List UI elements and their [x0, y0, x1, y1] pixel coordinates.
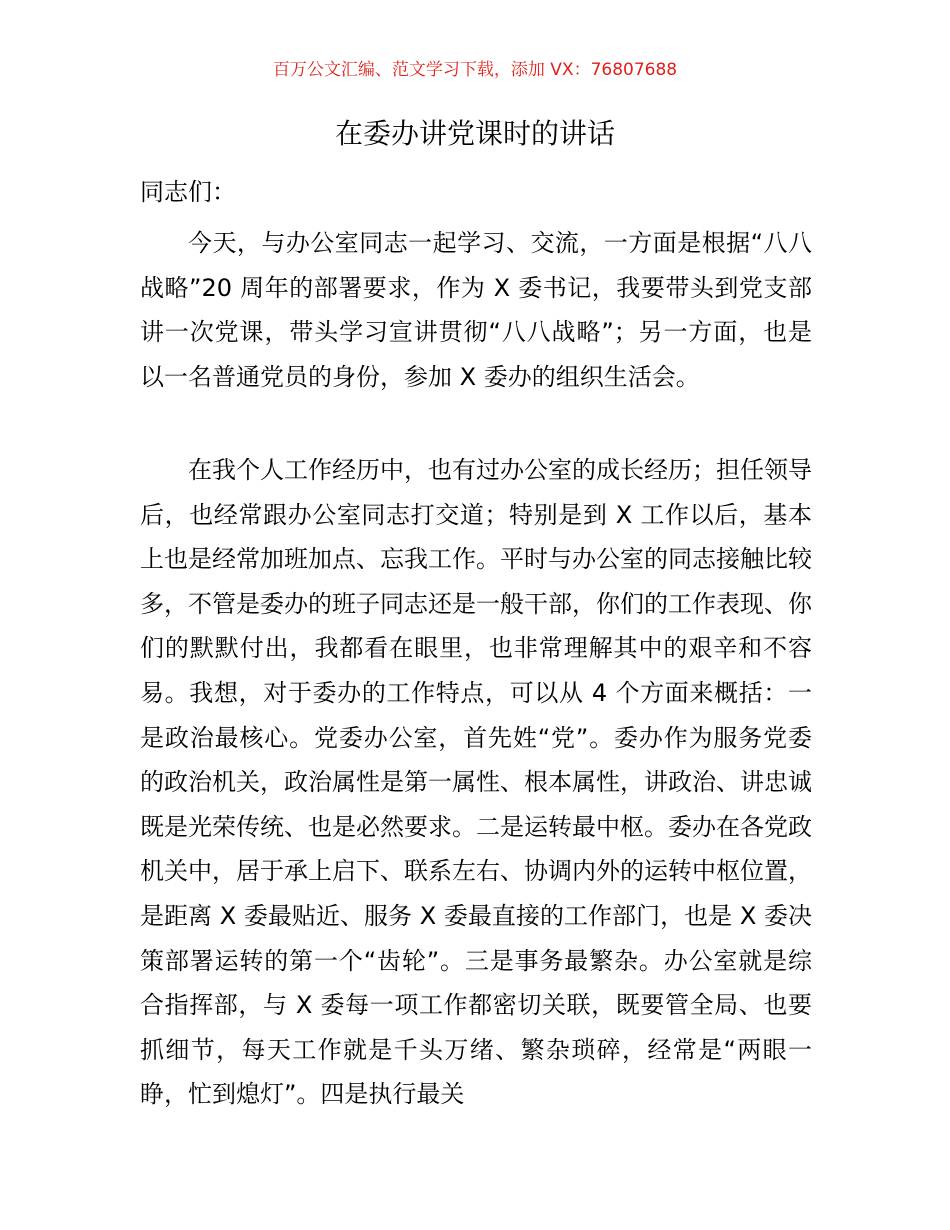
paragraph-1: 今天，与办公室同志一起学习、交流，一方面是根据“八八战略”20 周年的部署要求，作为 X 委书记，我要带头到党支部讲一次党课，带头学习宣讲贯彻“八八战略”；另一方面，也是以一名普通党员的身份，参加 X 委办的组织生活会。: [140, 229, 812, 391]
header-banner: 百万公文汇编、范文学习下载，添加 VX：76807688: [272, 60, 678, 80]
salutation: 同志们：: [140, 178, 236, 206]
document-title: 在委办讲党课时的讲话: [334, 117, 615, 150]
paragraph-2: 在我个人工作经历中，也有过办公室的成长经历；担任领导后，也经常跟办公室同志打交道；特别是到 X 工作以后，基本上也是经常加班加点、忘我工作。平时与办公室的同志接触比较多，不管是委办的班子同志还是一般干部，你们的工作表现、你们的默默付出，我都看在眼里，也非常理解其中的艰辛和不容易。我想，对于委办的工作特点，可以从 4 个方面来概括：一是政治最核心。党委办公室，首先姓“党”。委办作为服务党委的政治机关，政治属性是第一属性、根本属性，讲政治、讲忠诚既是光荣传统、也是必然要求。二是运转最中枢。委办在各党政机关中，居于承上启下、联系左右、协调内外的运转中枢位置，是距离 X 委最贴近、服务 X 委最直接的工作部门，也是 X 委决策部署运转的第一个“齿轮”。三是事务最繁杂。办公室就是综合指挥部，与 X 委每一项工作都密切关联，既要管全局、也要抓细节，每天工作就是千头万绪、繁杂琐碎，经常是“两眼一睁，忙到熄灯”。四是执行最关: [140, 456, 812, 1109]
